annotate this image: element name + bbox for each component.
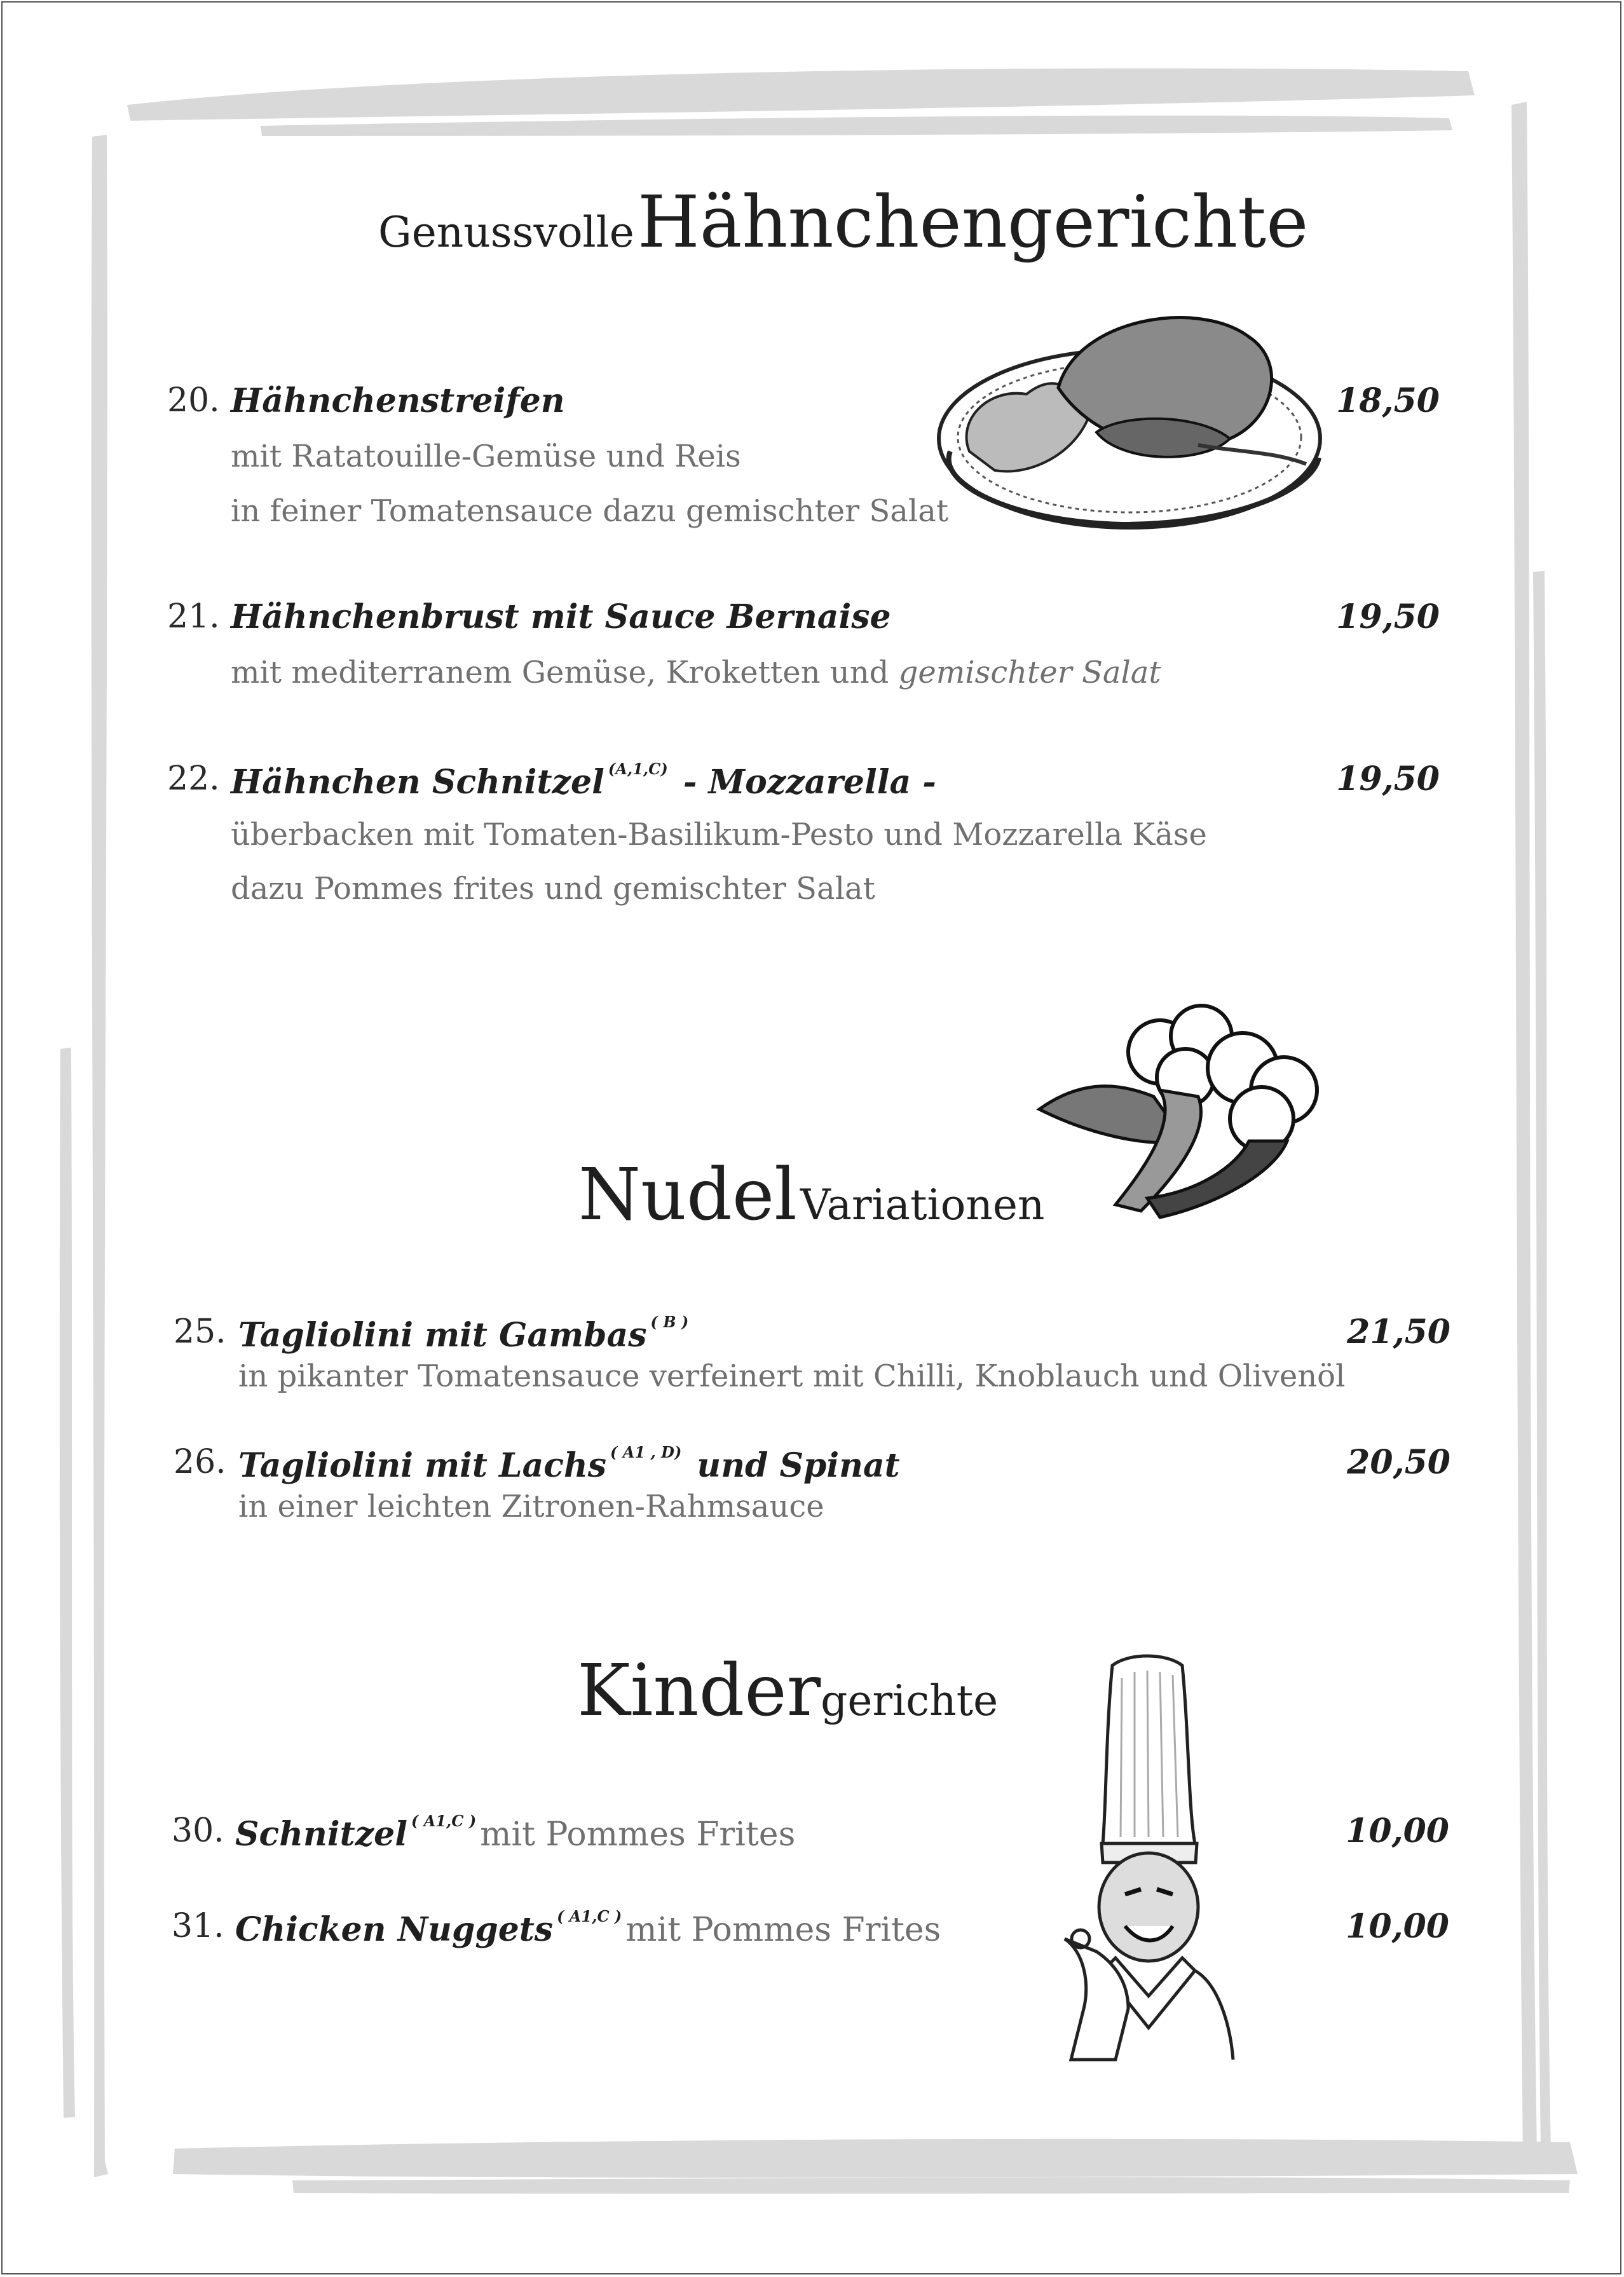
item-number: 26.	[174, 1443, 226, 1481]
dish-name	[235, 1812, 795, 1854]
dish-name-text: Schnitzel	[235, 1815, 407, 1854]
dish-description: in feiner Tomatensauce dazu gemischter Salat	[231, 493, 949, 529]
allergen-codes: ( A1 , D)	[610, 1443, 682, 1461]
item-number: 31.	[172, 1907, 224, 1945]
dish-description: in pikanter Tomatensauce verfeinert mit Chilli, Knoblauch und Olivenöl	[238, 1358, 1346, 1394]
dish-name	[238, 1313, 692, 1355]
dish-name-text: Tagliolini mit Lachs	[238, 1446, 607, 1485]
allergen-codes: (A,1,C)	[608, 760, 668, 778]
dish-name-text: Tagliolini mit Gambas	[238, 1316, 647, 1355]
dish-name: Hähnchenbrust mit Sauce Bernaise	[231, 598, 891, 636]
dish-name-suffix: - Mozzarella -	[671, 763, 936, 802]
price: 10,00	[1346, 1812, 1449, 1850]
item-number: 25.	[174, 1313, 226, 1351]
price: 10,00	[1346, 1907, 1449, 1946]
item-number: 21.	[167, 598, 220, 636]
dish-description: mit Ratatouille-Gemüse und Reis	[231, 439, 741, 474]
allergen-codes: ( B )	[650, 1313, 689, 1331]
title-small: Genussvolle	[378, 208, 634, 257]
section-title-kids	[577, 1650, 998, 1732]
title-large: Nudel	[578, 1154, 797, 1236]
dish-description: dazu Pommes frites und gemischter Salat	[231, 871, 875, 906]
dish-name: Hähnchenstreifen	[231, 381, 565, 420]
dish-name-suffix: und Spinat	[685, 1446, 900, 1485]
title-small: gerichte	[821, 1676, 999, 1725]
section-title-chicken	[378, 181, 1308, 264]
dish-name-text: Chicken Nuggets	[235, 1910, 554, 1949]
item-number: 22.	[167, 760, 220, 798]
description-text: mit mediterranem Gemüse, Kroketten und	[231, 655, 899, 690]
roast-chicken-illustration	[931, 292, 1328, 559]
title-large: Kinder	[577, 1650, 821, 1732]
dish-side: mit Pommes Frites	[480, 1815, 796, 1854]
item-number: 20.	[167, 381, 220, 420]
dish-name	[235, 1907, 941, 1949]
item-number: 30.	[172, 1812, 224, 1850]
price: 18,50	[1336, 381, 1440, 420]
chef-illustration	[1046, 1653, 1243, 2066]
price: 20,50	[1347, 1443, 1450, 1482]
dish-description: überbacken mit Tomaten-Basilikum-Pesto und Mozzarella Käse	[231, 817, 1207, 852]
dish-name	[238, 1443, 900, 1485]
allergen-codes: ( A1,C )	[411, 1812, 477, 1830]
price: 19,50	[1336, 598, 1440, 636]
allergen-codes: ( A1,C )	[557, 1907, 622, 1925]
price: 21,50	[1347, 1313, 1450, 1351]
broccoli-illustration	[1033, 1001, 1328, 1224]
section-title-pasta	[578, 1154, 1044, 1236]
dish-name-text: Hähnchen Schnitzel	[231, 763, 604, 802]
dish-description	[231, 655, 1161, 690]
dish-name	[231, 760, 936, 802]
dish-side: mit Pommes Frites	[625, 1911, 941, 1949]
title-large: Hähnchengerichte	[637, 181, 1309, 264]
description-italic: gemischter Salat	[898, 655, 1161, 690]
dish-description: in einer leichten Zitronen-Rahmsauce	[238, 1489, 824, 1524]
price: 19,50	[1336, 760, 1440, 798]
title-small: Variationen	[800, 1180, 1045, 1229]
